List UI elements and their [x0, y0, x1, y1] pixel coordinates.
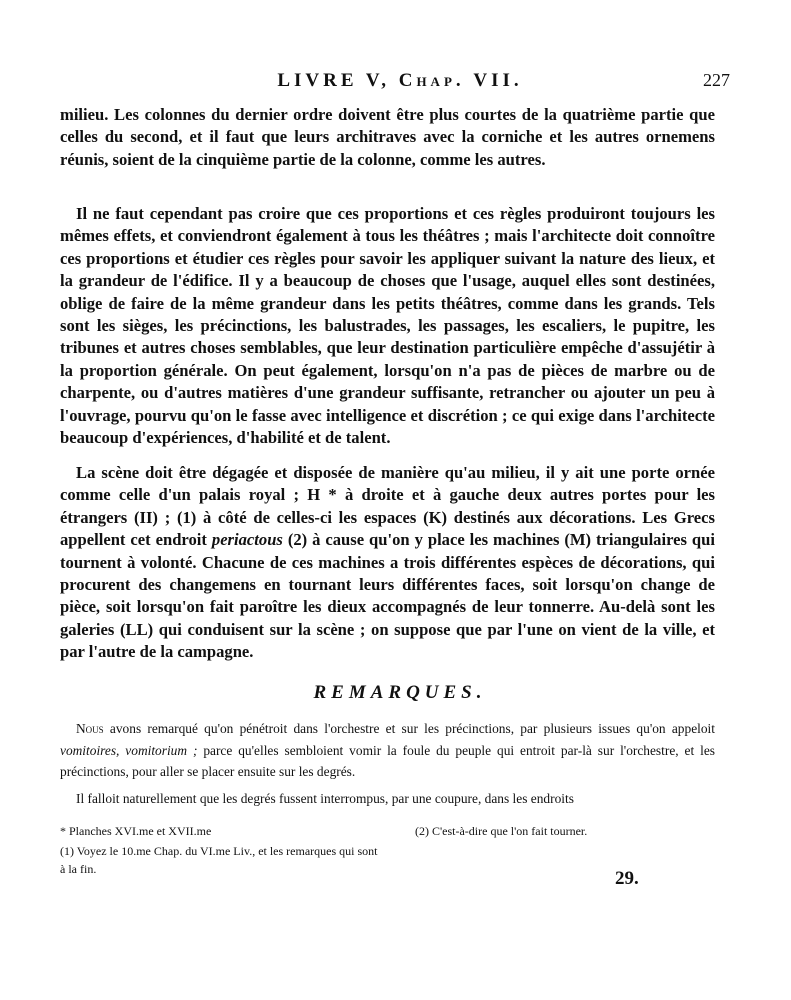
- header-title: LIVRE V,: [277, 70, 399, 91]
- paragraph-3-part-b: (2) à cause qu'on y place les machines (M) triangulaires qui tournent à volonté. Chacune de ces machines a trois différentes espèces de décorations, qui procurent des changemens en tournant leurs différentes faces, soit lorsqu'on change de pièce, soit lorsqu'on fait paroître les dieux accompagnés de leur tonnerre. Au-delà sont les galeries (LL) qui conduisent sur la scène ; on suppose que par l'une on vient de la ville, et par l'autre de la campagne.: [60, 530, 715, 662]
- remark-paragraph-2: Il falloit naturellement que les degrés fussent interrompus, par une coupure, dans les endroits: [76, 791, 574, 806]
- paragraph-3-italic: periactous: [211, 530, 283, 550]
- paragraph-2: Il ne faut cependant pas croire que ces proportions et ces règles produiront toujours les mêmes effets, et conviendront également à tous les théâtres ; mais l'architecte doit connoître ces proportions et étudier ces règles pour savoir les appliquer suivant la nature des lieux, et la grandeur de l'édifice. Il y a beaucoup de choses que l'usage, auquel elles sont destinées, oblige de faire de la même grandeur dans les petits théâtres, comme dans les grands. Tels sont les sièges, les précinctions, les balustrades, les passages, les escaliers, le pupitre, les tribunes et autres choses semblables, que leur destination particulière empêche d'assujétir à la proportion générale. On peut également, lorsqu'on n'a pas de pièces de marbre ou de charpente, ou d'autres matières d'une grandeur suffisante, retrancher ou ajouter un peu à l'ouvrage, pourvu qu'on le fasse avec intelligence et discrétion ; ce qui exige dans l'architecte beaucoup d'expériences, d'habilité et de talent.: [60, 204, 715, 448]
- running-header: [200, 70, 600, 92]
- header-chap: Chap.: [398, 70, 474, 91]
- signature-mark: 29.: [615, 868, 639, 889]
- page-number: 227: [703, 70, 730, 90]
- header-chap-number: VII.: [473, 70, 523, 91]
- remark-lead-word: Nous: [76, 721, 104, 736]
- footnotes-right-column: [415, 822, 715, 842]
- remark-paragraph-1: [60, 718, 715, 783]
- paragraph-3: [60, 462, 715, 664]
- footnotes-left-column: [60, 822, 380, 880]
- remark-1-part-a: avons remarqué qu'on pénétroit dans l'orchestre et sur les précinctions, par plusieurs issues qu'on appeloit: [103, 721, 715, 736]
- footnote-star: * Planches XVI.me et XVII.me: [60, 824, 212, 838]
- footnote-2: (2) C'est-à-dire que l'on fait tourner.: [415, 824, 588, 838]
- remark-1-part-b: parce qu'elles sembloient vomir la foule du peuple qui entroit par-là sur l'orchestre, et les précinctions, pour aller se placer ensuite sur les degrés.: [60, 742, 715, 779]
- remark-1-italic: vomitoires, vomitorium ;: [60, 742, 198, 758]
- paragraph-3-part-a: La scène doit être dégagée et disposée de manière qu'au milieu, il y ait une porte ornée comme celle d'un palais royal ; H * à droite et à gauche deux autres portes pour les étrangers (II) ; (1) à côté de celles-ci les espaces (K) destinés aux décorations. Les Grecs appellent cet endroit: [60, 463, 715, 550]
- paragraph-1: milieu. Les colonnes du dernier ordre doivent être plus courtes de la quatrième partie que celles du second, et il faut que leurs architraves avec la corniche et les autres ornemens réunis, soient de la cinquième partie de la colonne, comme les autres.: [60, 105, 715, 169]
- remarques-heading: REMARQUES.: [313, 682, 487, 703]
- footnote-1: (1) Voyez le 10.me Chap. du VI.me Liv., et les remarques qui sont à la fin.: [60, 844, 378, 876]
